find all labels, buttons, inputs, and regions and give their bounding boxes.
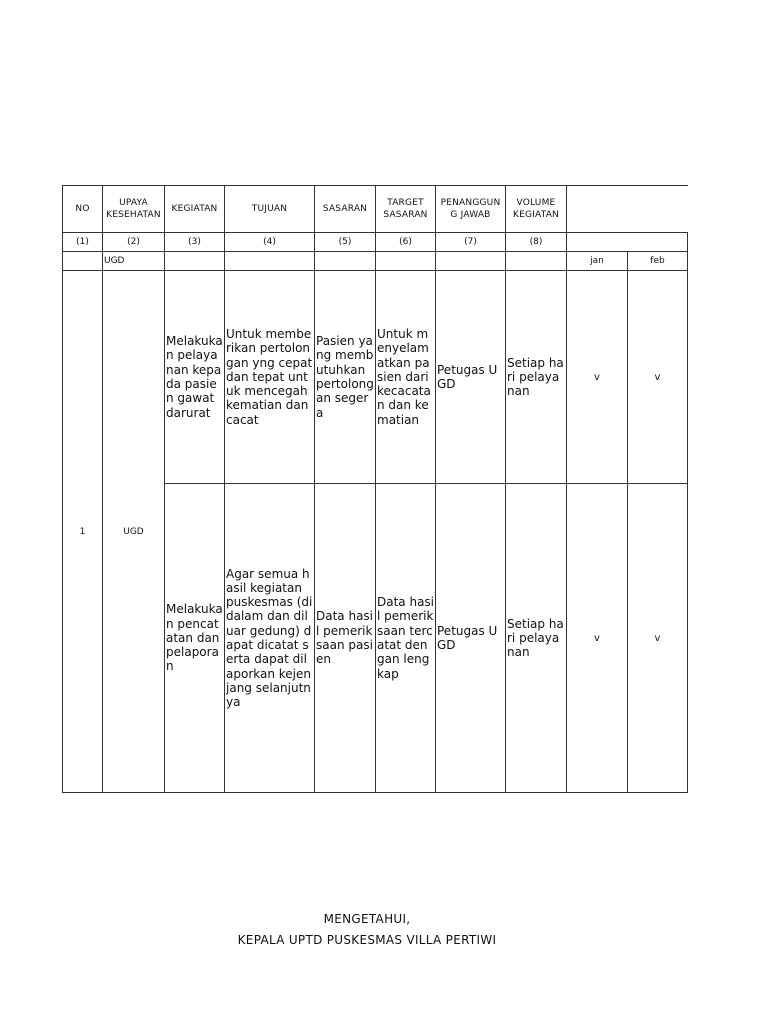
- penanggung-jawab-cell: Petugas UGD: [436, 484, 506, 793]
- column-number-row: [63, 233, 688, 252]
- sasaran-cell: Data hasil pemeriksaan pasien: [315, 484, 376, 793]
- activity-row: [63, 271, 688, 484]
- volume-cell: Setiap hari pelayanan: [506, 271, 567, 484]
- header-no: NO: [63, 186, 103, 233]
- group-label: UGD: [103, 252, 165, 271]
- group-blank-no: [63, 252, 103, 271]
- group-blank-5: [315, 252, 376, 271]
- jan-mark: v: [567, 271, 628, 484]
- colnum-blank: [567, 233, 688, 252]
- feb-mark: v: [628, 484, 688, 793]
- feb-mark: v: [628, 271, 688, 484]
- kegiatan-cell: Melakukan pencatatan dan pelaporan: [165, 484, 225, 793]
- tujuan-cell: Agar semua hasil kegiatan puskesmas (didalam dan diluar gedung) dapat dicatat serta dapat dilaporkan kejenjang selanjutnya: [225, 484, 315, 793]
- header-penanggung-jawab: PENANGGUN G JAWAB: [436, 186, 506, 233]
- group-blank-7: [436, 252, 506, 271]
- header-tujuan: TUJUAN: [225, 186, 315, 233]
- row-number: 1: [63, 271, 103, 793]
- header-upaya-kesehatan: UPAYA KESEHATAN: [103, 186, 165, 233]
- penanggung-jawab-cell: Petugas UGD: [436, 271, 506, 484]
- group-row: [63, 252, 688, 271]
- group-blank-6: [376, 252, 436, 271]
- group-blank-8: [506, 252, 567, 271]
- header-volume-kegiatan: VOLUME KEGIATAN: [506, 186, 567, 233]
- header-schedule-blank: [567, 186, 688, 233]
- volume-cell: Setiap hari pelayanan: [506, 484, 567, 793]
- colnum-8: (8): [506, 233, 567, 252]
- header-sasaran: SASARAN: [315, 186, 376, 233]
- colnum-5: (5): [315, 233, 376, 252]
- target-cell: Untuk menyelamatkan pasien dari kecacatan dan kematian: [376, 271, 436, 484]
- header-row: [63, 186, 688, 233]
- month-jan: jan: [567, 252, 628, 271]
- target-cell: Data hasil pemeriksaan tercatat dengan lengkap: [376, 484, 436, 793]
- footer-acknowledged: MENGETAHUI,: [323, 912, 411, 926]
- jan-mark: v: [567, 484, 628, 793]
- colnum-2: (2): [103, 233, 165, 252]
- colnum-4: (4): [225, 233, 315, 252]
- colnum-7: (7): [436, 233, 506, 252]
- header-kegiatan: KEGIATAN: [165, 186, 225, 233]
- colnum-6: (6): [376, 233, 436, 252]
- group-blank-3: [165, 252, 225, 271]
- colnum-1: (1): [63, 233, 103, 252]
- row-upaya: UGD: [103, 271, 165, 793]
- group-blank-4: [225, 252, 315, 271]
- activity-plan-table: [62, 185, 688, 793]
- header-target-sasaran: TARGET SASARAN: [376, 186, 436, 233]
- tujuan-cell: Untuk memberikan pertolongan yng cepat dan tepat untuk mencegah kematian dan cacat: [225, 271, 315, 484]
- colnum-3: (3): [165, 233, 225, 252]
- footer-signatory-title: KEPALA UPTD PUSKESMAS VILLA PERTIWI: [237, 933, 497, 947]
- kegiatan-cell: Melakukan pelayanan kepada pasien gawat darurat: [165, 271, 225, 484]
- month-feb: feb: [628, 252, 688, 271]
- sasaran-cell: Pasien yang membutuhkan pertolongan segera: [315, 271, 376, 484]
